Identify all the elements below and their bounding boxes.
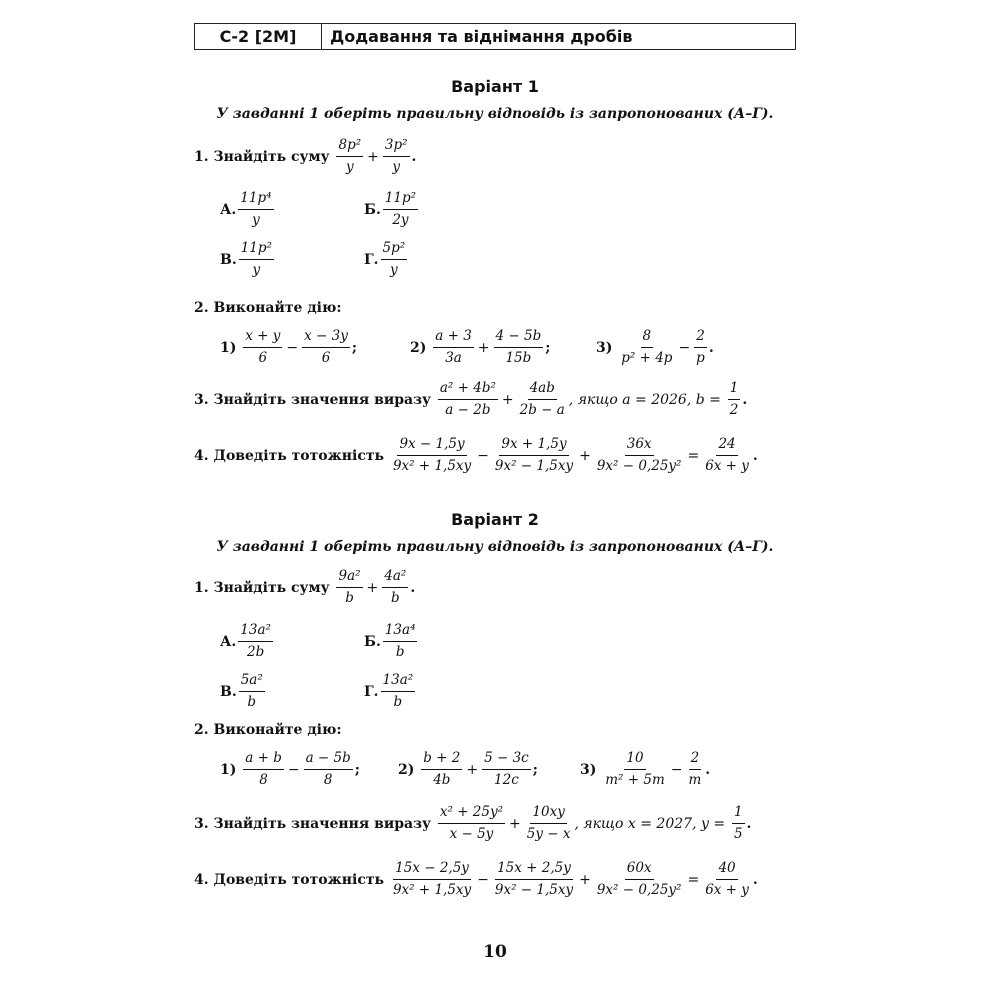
denominator: 2b − a — [519, 402, 565, 418]
v1-task-3 — [194, 380, 747, 419]
denominator: 6x + y — [705, 882, 749, 898]
operator: + — [477, 339, 490, 356]
numerator: a − 5b — [304, 750, 353, 770]
numerator: x − 3y — [302, 328, 350, 348]
v1-answer-g — [364, 240, 409, 279]
operator: − — [477, 447, 489, 464]
numerator: 9x + 1,5y — [499, 436, 568, 456]
condition: , якщо a = 2026, b = — [568, 391, 721, 408]
v1-task-2-part-2 — [410, 328, 550, 367]
fraction — [391, 860, 473, 899]
fraction — [703, 436, 751, 475]
denominator: 6 — [321, 350, 331, 366]
denominator: 9x² − 1,5xy — [494, 458, 574, 474]
part-label: 3) — [580, 761, 597, 778]
task-text: Знайдіть суму — [213, 579, 330, 596]
task-number: 4. — [194, 871, 209, 888]
fraction — [686, 750, 703, 789]
numerator: 8p² — [336, 137, 363, 157]
end-mark: ; — [532, 761, 538, 778]
v2-task-2-part-1 — [220, 750, 360, 789]
numerator: 13a⁴ — [383, 622, 418, 642]
answer-letter: В. — [220, 683, 237, 700]
v2-answer-g — [364, 672, 417, 711]
part-label: 1) — [220, 339, 237, 356]
numerator: 4 − 5b — [494, 328, 544, 348]
fraction — [595, 436, 684, 475]
denominator: y — [345, 159, 354, 175]
plus-sign: + — [366, 579, 379, 596]
numerator: 9x − 1,5y — [397, 436, 466, 456]
fraction — [493, 860, 575, 899]
denominator: 2y — [392, 212, 409, 228]
numerator: 2 — [694, 328, 707, 348]
denominator: b — [247, 694, 257, 710]
denominator: 3a — [445, 350, 462, 366]
answer-letter: Б. — [364, 633, 381, 650]
fraction — [595, 860, 684, 899]
end-mark: ; — [545, 339, 551, 356]
task-number: 1. — [194, 579, 209, 596]
operator: + — [501, 391, 514, 408]
numerator: a + 3 — [433, 328, 474, 348]
task-text: Знайдіть суму — [213, 148, 330, 165]
task-text: Виконайте дію: — [213, 722, 342, 738]
end-mark: . — [752, 871, 758, 888]
denominator: 2b — [246, 644, 265, 660]
operator: − — [286, 339, 299, 356]
equals-sign: = — [687, 871, 700, 888]
fraction — [336, 137, 363, 176]
operator: + — [466, 761, 479, 778]
v2-answer-v — [220, 672, 267, 711]
answer-letter: Б. — [364, 201, 381, 218]
numerator: a² + 4b² — [438, 380, 498, 400]
numerator: 8 — [641, 328, 654, 348]
fraction — [336, 568, 362, 607]
denominator: b — [395, 644, 405, 660]
plus-sign: + — [367, 148, 379, 165]
numerator: 11p² — [239, 240, 274, 260]
v2-task-4 — [194, 860, 758, 899]
fraction — [603, 750, 667, 789]
task-text: Знайдіть значення виразу — [213, 391, 431, 408]
numerator: 3p² — [383, 137, 410, 157]
denominator: y — [390, 262, 398, 278]
v2-task-1 — [194, 568, 415, 607]
variant-1-instruction: У завданні 1 оберіть правильну відповідь із запропонованих (А–Г). — [216, 106, 774, 122]
answer-fraction — [383, 190, 418, 229]
condition: , якщо x = 2027, y = — [574, 815, 726, 832]
part-label: 2) — [410, 339, 427, 356]
denominator: m — [688, 772, 702, 788]
numerator: x² + 25y² — [438, 804, 505, 824]
v1-answer-a — [220, 190, 276, 229]
v2-task-3 — [194, 804, 751, 843]
fraction — [391, 436, 473, 475]
task-number: 3. — [194, 391, 209, 408]
fraction — [619, 328, 674, 367]
numerator: a + b — [243, 750, 284, 770]
end-mark: . — [411, 148, 417, 165]
denominator: 4b — [433, 772, 451, 788]
fraction — [703, 860, 751, 899]
answer-fraction — [239, 240, 274, 279]
fraction — [383, 137, 410, 176]
answer-letter: Г. — [364, 251, 379, 268]
denominator: p — [696, 350, 705, 366]
fraction — [728, 380, 741, 419]
task-text: Виконайте дію: — [213, 300, 342, 316]
denominator: 8 — [259, 772, 268, 788]
operator: + — [579, 447, 591, 464]
denominator: x − 5y — [449, 826, 494, 842]
part-label: 2) — [398, 761, 415, 778]
answer-letter: А. — [220, 201, 237, 218]
answer-fraction — [381, 240, 408, 279]
answer-letter: В. — [220, 251, 237, 268]
task-number: 2. — [194, 722, 209, 738]
fraction — [518, 380, 567, 419]
task-text: Знайдіть значення виразу — [213, 815, 431, 832]
fraction — [732, 804, 745, 843]
denominator: a − 2b — [445, 402, 491, 418]
fraction — [438, 804, 505, 843]
answer-fraction — [238, 622, 273, 661]
v1-answer-v — [220, 240, 276, 279]
denominator: 9x² − 0,25y² — [596, 882, 682, 898]
numerator: 1 — [732, 804, 745, 824]
operator: − — [670, 761, 683, 778]
numerator: 60x — [625, 860, 654, 880]
denominator: 9x² + 1,5xy — [392, 882, 472, 898]
operator: + — [509, 815, 521, 832]
denominator: y — [252, 262, 261, 278]
end-mark: . — [705, 761, 711, 778]
operator: − — [287, 761, 300, 778]
numerator: 36x — [625, 436, 654, 456]
numerator: 15x + 2,5y — [495, 860, 573, 880]
page-number: 10 — [483, 942, 507, 962]
equals-sign: = — [687, 447, 700, 464]
task-number: 1. — [194, 148, 209, 165]
v1-task-2-part-3 — [596, 328, 714, 367]
task-number: 3. — [194, 815, 209, 832]
fraction — [421, 750, 462, 789]
denominator: p² + 4p — [621, 350, 673, 366]
fraction — [304, 750, 353, 789]
numerator: 11p² — [383, 190, 418, 210]
numerator: 2 — [689, 750, 702, 770]
variant-1-title: Варіант 1 — [451, 77, 539, 96]
v1-task-2-part-1 — [220, 328, 357, 367]
task-number: 4. — [194, 447, 209, 464]
fraction — [694, 328, 707, 367]
task-text: Доведіть тотожність — [213, 871, 385, 888]
numerator: 10 — [624, 750, 645, 770]
fraction — [438, 380, 498, 419]
v1-task-2 — [194, 300, 342, 316]
end-mark: . — [410, 579, 416, 596]
v2-answer-a — [220, 622, 275, 661]
denominator: 9x² + 1,5xy — [392, 458, 472, 474]
part-label: 1) — [220, 761, 237, 778]
numerator: 10xy — [530, 804, 566, 824]
header-box — [194, 23, 796, 50]
header-title: Додавання та віднімання дробів — [330, 27, 633, 46]
end-mark: . — [752, 447, 758, 464]
numerator: 4a² — [382, 568, 408, 588]
denominator: 9x² − 1,5xy — [494, 882, 574, 898]
fraction — [433, 328, 474, 367]
denominator: 5 — [733, 826, 743, 842]
answer-fraction — [383, 622, 418, 661]
end-mark: . — [746, 815, 752, 832]
v1-task-4 — [194, 436, 758, 475]
numerator: 13a² — [238, 622, 273, 642]
denominator: 8 — [323, 772, 333, 788]
numerator: 15x − 2,5y — [393, 860, 471, 880]
denominator: 15b — [505, 350, 532, 366]
numerator: b + 2 — [421, 750, 462, 770]
answer-letter: А. — [220, 633, 237, 650]
answer-letter: Г. — [364, 683, 379, 700]
end-mark: . — [708, 339, 714, 356]
fraction — [302, 328, 350, 367]
numerator: 13a² — [381, 672, 416, 692]
fraction — [382, 568, 408, 607]
numerator: 9a² — [336, 568, 362, 588]
part-label: 3) — [596, 339, 613, 356]
numerator: x + y — [243, 328, 282, 348]
denominator: 2 — [729, 402, 739, 418]
numerator: 40 — [716, 860, 737, 880]
fraction — [525, 804, 573, 843]
answer-fraction — [238, 190, 273, 229]
denominator: 9x² − 0,25y² — [596, 458, 682, 474]
v1-answer-b — [364, 190, 420, 229]
task-number: 2. — [194, 300, 209, 316]
numerator: 11p⁴ — [238, 190, 273, 210]
answer-fraction — [239, 672, 265, 711]
numerator: 5p² — [381, 240, 408, 260]
denominator: 5y − x — [526, 826, 571, 842]
denominator: y — [392, 159, 401, 175]
operator: − — [477, 871, 489, 888]
numerator: 5 − 3c — [482, 750, 531, 770]
operator: + — [579, 871, 591, 888]
fraction — [494, 328, 544, 367]
numerator: 5a² — [239, 672, 265, 692]
denominator: y — [252, 212, 260, 228]
header-code: С-2 [2М] — [195, 24, 322, 49]
end-mark: . — [742, 391, 748, 408]
numerator: 1 — [728, 380, 741, 400]
v1-task-1 — [194, 137, 416, 176]
denominator: 12c — [494, 772, 519, 788]
fraction — [243, 750, 284, 789]
fraction — [243, 328, 282, 367]
denominator: 6x + y — [705, 458, 749, 474]
denominator: b — [390, 590, 400, 606]
v2-answer-b — [364, 622, 419, 661]
end-mark: ; — [351, 339, 358, 356]
v2-task-2-part-3 — [580, 750, 710, 789]
denominator: b — [345, 590, 354, 606]
operator: − — [678, 339, 691, 356]
variant-2-title: Варіант 2 — [451, 510, 539, 529]
fraction — [482, 750, 531, 789]
v2-task-2-part-2 — [398, 750, 538, 789]
fraction — [493, 436, 575, 475]
variant-2-instruction: У завданні 1 оберіть правильну відповідь із запропонованих (А–Г). — [216, 539, 774, 555]
denominator: b — [393, 694, 403, 710]
v2-task-2 — [194, 722, 342, 738]
denominator: 6 — [258, 350, 268, 366]
task-text: Доведіть тотожність — [213, 447, 385, 464]
numerator: 24 — [716, 436, 737, 456]
end-mark: ; — [354, 761, 360, 778]
numerator: 4ab — [528, 380, 557, 400]
denominator: m² + 5m — [605, 772, 665, 788]
answer-fraction — [381, 672, 416, 711]
